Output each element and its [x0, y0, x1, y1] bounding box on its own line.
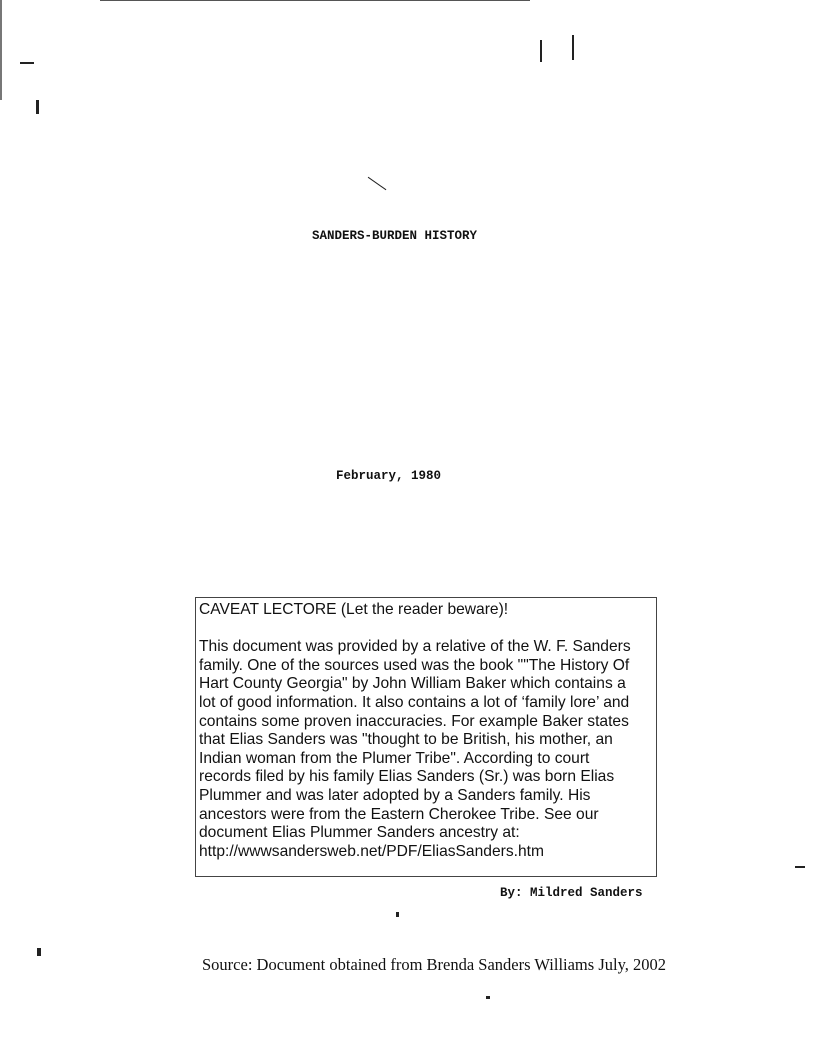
scan-artifact	[37, 948, 41, 956]
scan-artifact	[396, 912, 399, 917]
caveat-line: lot of good information. It also contains a lot of ‘family lore’ and	[199, 693, 630, 711]
caveat-line: records filed by his family Elias Sanders (Sr.) was born Elias	[199, 768, 615, 786]
caveat-box	[195, 597, 657, 877]
scan-artifact	[368, 177, 387, 191]
caveat-line: contains some proven inaccuracies. For example Baker states	[199, 712, 629, 730]
scan-artifact	[486, 996, 490, 999]
caveat-line: family. One of the sources used was the book ""The History Of	[199, 656, 630, 674]
scan-artifact	[572, 35, 574, 60]
scan-artifact	[795, 866, 805, 868]
caveat-link: http://wwwsandersweb.net/PDF/EliasSanders.htm	[199, 842, 544, 860]
scan-artifact	[20, 62, 34, 64]
document-title: SANDERS-BURDEN HISTORY	[312, 229, 478, 243]
caveat-line: This document was provided by a relative of the W. F. Sanders	[199, 638, 631, 656]
caveat-line: Plummer and was later adopted by a Sanders family. His	[199, 786, 591, 804]
author-byline: By: Mildred Sanders	[500, 886, 643, 900]
caveat-line: that Elias Sanders was "thought to be British, his mother, an	[199, 731, 613, 749]
source-note: Source: Document obtained from Brenda Sanders Williams July, 2002	[202, 955, 666, 974]
document-date: February, 1980	[336, 469, 442, 483]
caveat-line: document Elias Plummer Sanders ancestry at:	[199, 824, 520, 842]
scan-artifact	[36, 100, 39, 114]
caveat-line: Indian woman from the Plumer Tribe". According to court	[199, 749, 590, 767]
scan-artifact	[0, 0, 2, 100]
scan-artifact-line	[100, 0, 530, 1]
caveat-heading: CAVEAT LECTORE (Let the reader beware)!	[199, 601, 509, 618]
scan-artifact	[540, 40, 542, 62]
caveat-line: Hart County Georgia" by John William Baker which contains a	[199, 675, 626, 693]
caveat-line: ancestors were from the Eastern Cherokee Tribe. See our	[199, 805, 599, 823]
